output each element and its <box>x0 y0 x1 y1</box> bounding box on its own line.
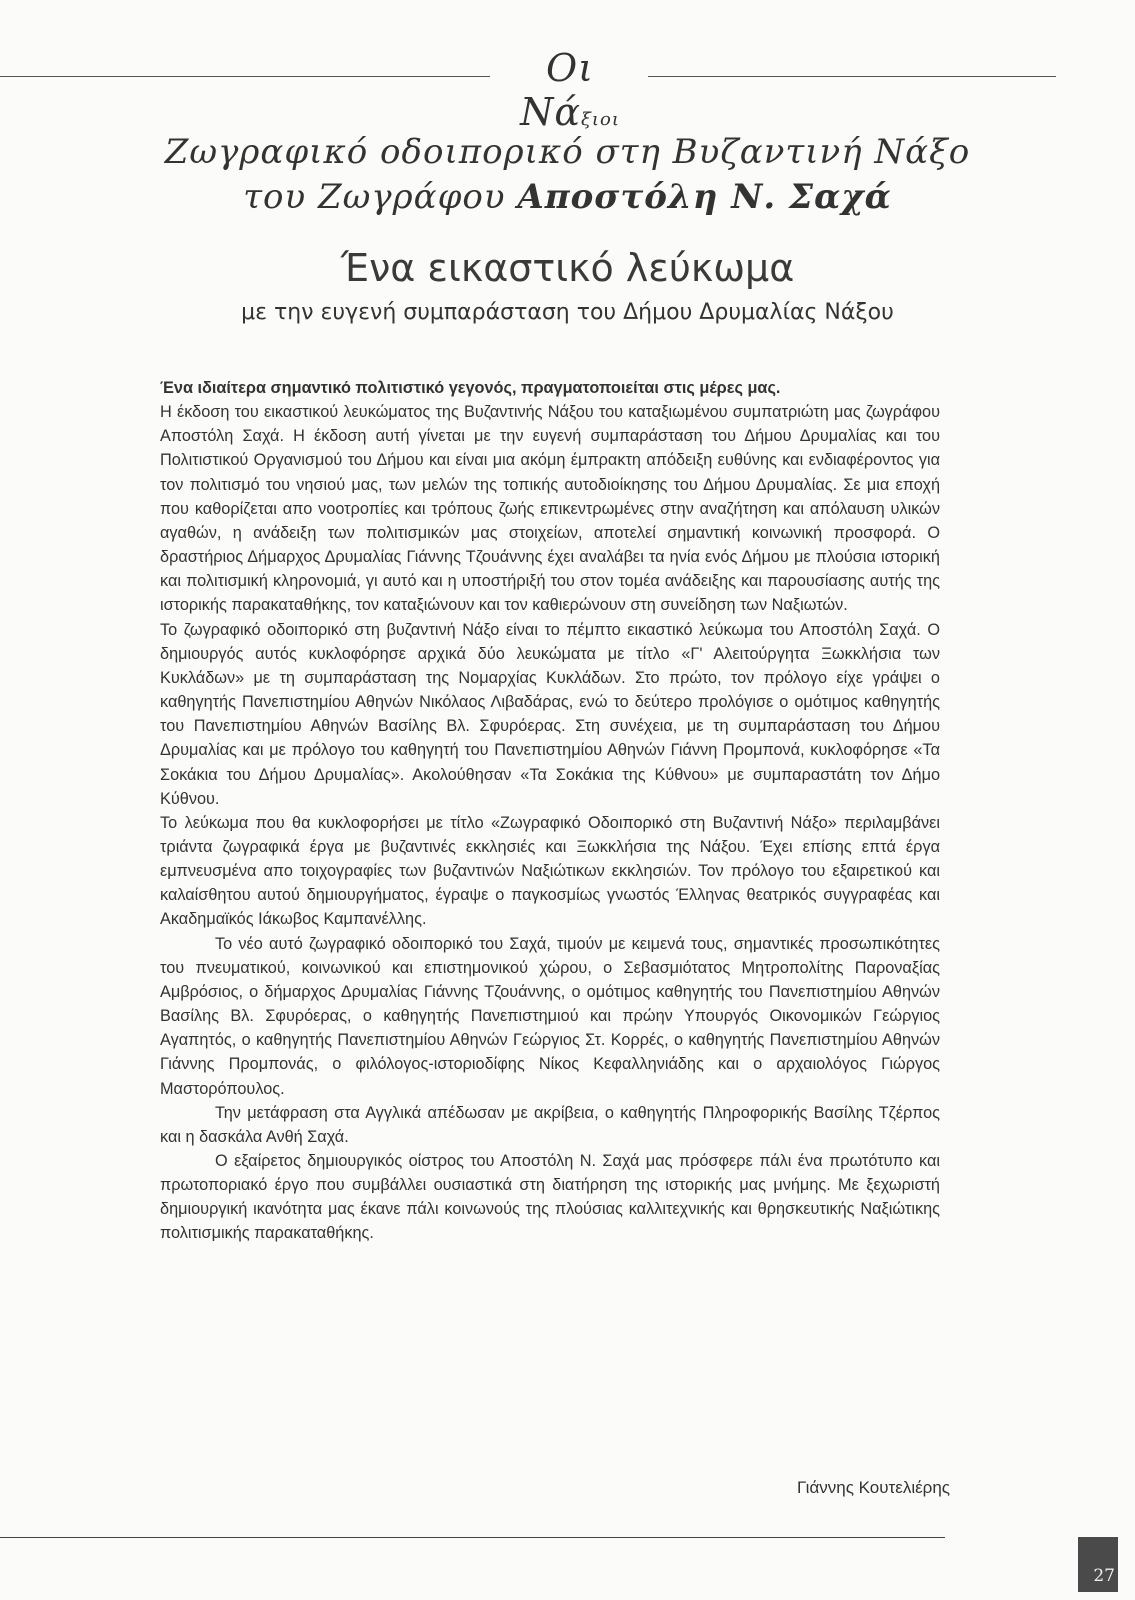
paragraph-4: Το νέο αυτό ζωγραφικό οδοιπορικό του Σαχά, τιμούν με κειμενά τους, σημαντικές προσωπικότητες του πνευματικού, κοινωνικού και επιστημονικού χώρου, ο Σεβασμιότατος Μητροπολίτης Παροναξίας Αμβρόσιος, ο δήμαρχος Δρυμαλίας Γιάννης Τζουάννης, ο ομότιμος καθηγητής του Πανεπιστημίου Αθηνών Βασίλης Βλ. Σφυρόερας, ο καθηγητής Πανεπιστημιού και πρώην Υπουργός Οικονομικών Γεώργιος Αγαπητός, ο καθηγητής Πανεπιστημίου Αθηνών Γεώργιος Στ. Κορρές, ο καθηγητής Πανεπιστημίου Αθηνών Γιάννης Προμπονάς, ο φιλόλογος-ιστοριοδίφης Νίκος Κεφαλληνιάδης και ο αρχαιολόγος Γιώργος Μαστορόπουλος. <box>160 934 940 1098</box>
album-heading: Ένα εικαστικό λεύκωμα <box>340 246 795 290</box>
author-signature: Γιάννης Κουτελιέρης <box>797 1478 950 1497</box>
header-rule-left <box>0 76 490 77</box>
paragraph-2: Το ζωγραφικό οδοιπορικό στη βυζαντινή Νάξο είναι το πέμπτο εικαστικό λεύκωμα του Αποστόλη Σαχά. Ο δημιουργός αυτός κυκλοφόρησε αρχικά δύο λευκώματα με τίτλο «Γ' Αλειτούργητα Ξωκκλήσια των Κυκλάδων» με τη συμπαράσταση της Νομαρχίας Κυκλάδων. Στο πρώτο, τον πρόλογο είχε γράψει ο καθηγητής Πανεπιστημίου Αθηνών Νικόλαος Λιβαδάρας, ενώ το δεύτερο προλόγισε ο ομότιμος καθηγητής του Πανεπιστημίου Αθηνών Βασίλης Βλ. Σφυρόερας. Στη συνέχεια, με τη συμπαράσταση του Δήμου Δρυμαλίας και με πρόλογο του καθηγητή του Πανεπιστημίου Αθηνών Γιάννη Προμπονά, κυκλοφόρησε «Τα Σοκάκια του Δήμου Δρυμαλίας». Ακολούθησαν «Τα Σοκάκια της Κύθνου» με συμπαραστάτη τον Δήμο Κύθνου. <box>160 620 940 808</box>
paragraph-6: Ο εξαίρετος δημιουργικός οίστρος του Αποστόλη Ν. Σαχά μας πρόσφερε πάλι ένα πρωτότυπο και πρωτοποριακό έργο που συμβάλλει ουσιαστικά στη διατήρηση της ιστορικής μας μνήμης. Με ξεχωριστή δημιουργική ικανότητα μας έκανε πάλι κοινωνούς της πλούσιας καλλιτεχνικής και θρησκευτικής Ναξιώτικης πολιτισμικής παρακαταθήκης. <box>160 1152 940 1243</box>
paragraph-3: Το λεύκωμα που θα κυκλοφορήσει με τίτλο «Ζωγραφικό Οδοιπορικό στη Βυζαντινή Νάξο» περιλαμβάνει τριάντα ζωγραφικά έργα με βυζαντινές εκκλησιές και Ξωκκλήσια της Νάξου. Έχει επίσης επτά έργα εμπνευσμένα απο τοιχογραφίες των βυζαντινών Ναξιώτικων εκκλησιών. Τον πρόλογο του εξαιρετικού και καλαίσθητου αυτού δημιουργήματος, έγραψε ο παγκοσμίως γνωστός Έλληνας θεατρικός συγγραφέας και Ακαδημαϊκός Ιάκωβος Καμπανέλλης. <box>160 813 940 929</box>
page-number: 27 <box>1078 1537 1118 1592</box>
paragraph-1: Η έκδοση του εικαστικού λευκώματος της Βυζαντινής Νάξου του καταξιωμένου συμπατριώτη μας ζωγράφου Αποστόλη Σαχά. Η έκδοση αυτή γίνεται με την ευγενή συμπαράσταση του Δήμου Δρυμαλίας και του Πολιτιστικού Οργανισμού του Δήμου και είναι μια ακόμη έμπρακτη απόδειξη ευθύνης και ενδιαφέροντος για τον πολιτισμό του νησιού μας, των μελών της τοπικής αυτοδιοίκησης του Δήμου Δρυμαλίας. Σε μια εποχή που καθορίζεται απο νοοτροπίες και τρόπους ζωής επικεντρωμένες στην αναζήτηση και απόλαυση υλικών αγαθών, η ανάδειξη των πολιτισμικών μας στοιχείων, αποτελεί σημαντική κοινωνική προσφορά. Ο δραστήριος Δήμαρχος Δρυμαλίας Γιάννης Τζουάννης έχει αναλάβει τα ηνία ενός Δήμου με πλούσια ιστορική και πολιτισμική κληρονομιά, γι αυτό και η υποστήριξή του στον τομέα ανάδειξης και παρουσίασης αυτής της ιστορικής παρακαταθήκης, τον καταξιώνουν και τον καθιερώνουν στη συνείδηση των Ναξιωτών. <box>160 403 940 615</box>
paragraph-5: Την μετάφραση στα Αγγλικά απέδωσαν με ακρίβεια, ο καθηγητής Πληροφορικής Βασίλης Τζέρπος και η δασκάλα Ανθή Σαχά. <box>160 1103 940 1146</box>
footer-rule <box>0 1537 945 1538</box>
article-body <box>160 376 940 1246</box>
running-header: Οι Νάξιοι <box>520 46 620 134</box>
artist-name: Αποστόλη Ν. Σαχά <box>517 177 892 217</box>
article-title-line-1: Ζωγραφικό οδοιπορικό στη Βυζαντινή Νάξο <box>164 132 971 172</box>
album-subheading: με την ευγενή συμπαράσταση του Δήμου Δρυμαλίας Νάξου <box>241 300 894 325</box>
header-rule-right <box>648 76 1056 77</box>
article-title-line-2 <box>0 175 1135 219</box>
lead-sentence: Ένα ιδιαίτερα σημαντικό πολιτιστικό γεγονός, πραγματοποιείται στις μέρες μας. <box>160 379 781 397</box>
title-prefix: του Ζωγράφου <box>243 177 518 217</box>
